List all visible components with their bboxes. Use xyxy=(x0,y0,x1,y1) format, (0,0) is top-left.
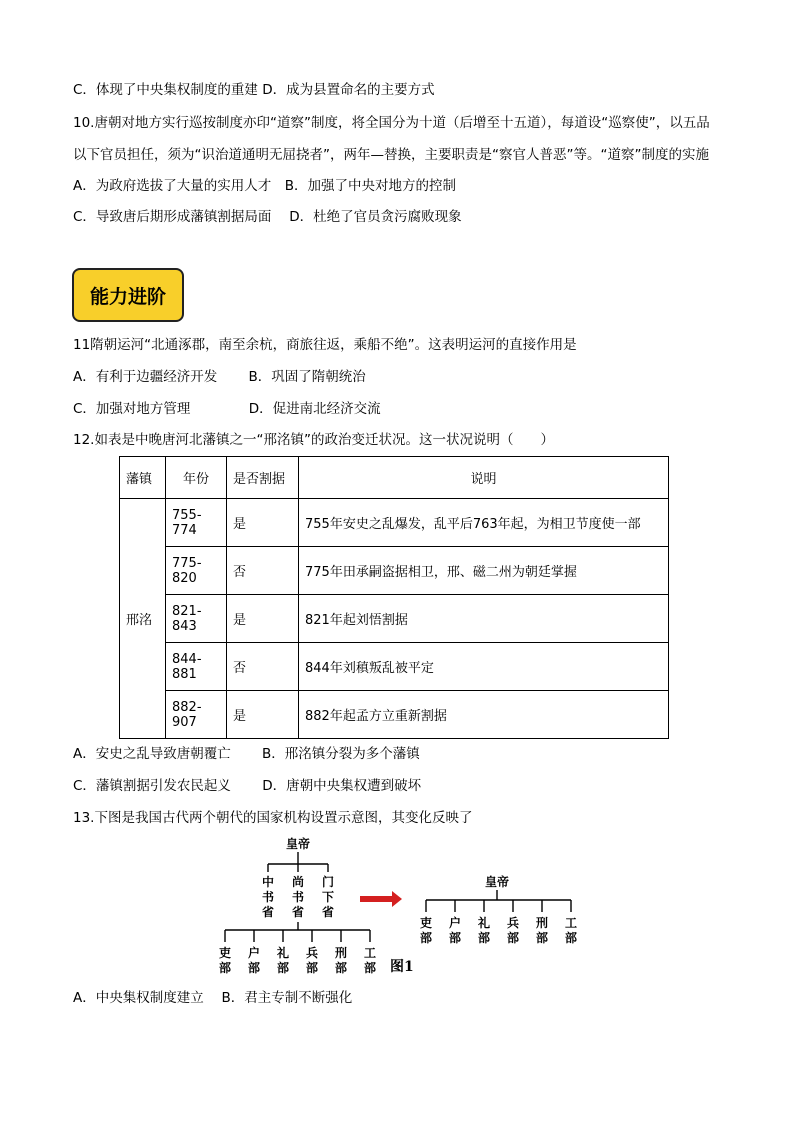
ministry-label-left: 吏部 xyxy=(218,946,232,975)
province-label: 尚书省 xyxy=(291,875,305,919)
split-cell: 是 xyxy=(227,595,299,643)
q10-options-cd: C．导致唐后期形成藩镇割据局面 D．杜绝了官员贪污腐败现象 xyxy=(73,209,462,225)
right-arrow-icon xyxy=(360,891,402,907)
section-badge xyxy=(72,268,184,322)
split-cell: 是 xyxy=(227,499,299,547)
ministry-label-right: 兵部 xyxy=(506,916,520,945)
years-cell: 755-774 xyxy=(166,499,227,547)
years-cell: 821-843 xyxy=(166,595,227,643)
ministry-label-right: 吏部 xyxy=(419,916,433,945)
split-cell: 否 xyxy=(227,547,299,595)
emperor-label-right: 皇帝 xyxy=(484,875,510,889)
table-row xyxy=(120,499,669,547)
institution-diagram xyxy=(210,834,590,984)
ministry-label-right: 户部 xyxy=(448,916,462,945)
table-row xyxy=(120,595,669,643)
fanzhen-table xyxy=(119,456,669,739)
split-cell: 否 xyxy=(227,643,299,691)
years-cell: 775-820 xyxy=(166,547,227,595)
region-cell: 邢洺 xyxy=(120,499,166,739)
years-cell: 882-907 xyxy=(166,691,227,739)
q10-stem-line1: 10.唐朝对地方实行巡按制度亦印“道察”制度，将全国分为十道（后增至十五道），每道设“巡察使”，以五品 xyxy=(73,115,710,131)
q11-options-cd: C．加强对地方管理 D．促进南北经济交流 xyxy=(73,401,381,417)
split-cell: 是 xyxy=(227,691,299,739)
q9-options-cd: C．体现了中央集权制度的重建 D．成为县置命名的主要方式 xyxy=(73,82,435,98)
q12-stem: 12.如表是中晚唐河北藩镇之一“邢洺镇”的政治变迁状况。这一状况说明（ ） xyxy=(73,432,554,448)
section-badge-label: 能力进阶 xyxy=(89,285,166,308)
ministry-label-left: 礼部 xyxy=(276,946,290,975)
header-years: 年份 xyxy=(166,457,227,499)
province-label: 中书省 xyxy=(261,875,275,919)
q12-options-cd: C．藩镇割据引发农民起义 D．唐朝中央集权遭到破坏 xyxy=(73,778,422,794)
table-row xyxy=(120,643,669,691)
note-cell: 755年安史之乱爆发，乱平后763年起，为相卫节度使一部 xyxy=(299,499,669,547)
years-cell: 844-881 xyxy=(166,643,227,691)
note-cell: 882年起孟方立重新割据 xyxy=(299,691,669,739)
figure-label: 图1 xyxy=(390,959,414,975)
q10-stem-line2: 以下官员担任，须为“识治道通明无屈挠者”，两年—替换，主要职责是“察官人普恶”等。“道察”制度的实施 xyxy=(73,147,709,163)
ministry-label-right: 刑部 xyxy=(535,916,549,945)
ministry-label-right: 工部 xyxy=(564,916,578,945)
q13-options-ab: A．中央集权制度建立 B．君主专制不断强化 xyxy=(73,990,353,1006)
ministry-label-left: 刑部 xyxy=(334,946,348,975)
note-cell: 821年起刘悟割据 xyxy=(299,595,669,643)
q11-stem: 11隋朝运河“北通涿郡，南至余杭，商旅往返，乘船不绝”。这表明运河的直接作用是 xyxy=(73,337,577,353)
province-label: 门下省 xyxy=(321,875,335,919)
table-row xyxy=(120,547,669,595)
q12-options-ab: A．安史之乱导致唐朝覆亡 B．邢洺镇分裂为多个藩镇 xyxy=(73,746,420,762)
note-cell: 775年田承嗣盗据相卫，邢、磁二州为朝廷掌握 xyxy=(299,547,669,595)
header-split: 是否割据 xyxy=(227,457,299,499)
ministry-label-left: 工部 xyxy=(363,946,377,975)
ministry-label-left: 户部 xyxy=(247,946,261,975)
header-region: 藩镇 xyxy=(120,457,166,499)
ministry-label-left: 兵部 xyxy=(305,946,319,975)
table-header-row xyxy=(120,457,669,499)
q10-options-ab: A．为政府选拔了大量的实用人才 B．加强了中央对地方的控制 xyxy=(73,178,456,194)
ministry-label-right: 礼部 xyxy=(477,916,491,945)
q11-options-ab: A．有利于边疆经济开发 B．巩固了隋朝统治 xyxy=(73,369,366,385)
header-note: 说明 xyxy=(299,457,669,499)
note-cell: 844年刘稹叛乱被平定 xyxy=(299,643,669,691)
emperor-label-left: 皇帝 xyxy=(285,837,311,851)
table-row xyxy=(120,691,669,739)
q13-stem: 13.下图是我国古代两个朝代的国家机构设置示意图，其变化反映了 xyxy=(73,810,473,826)
